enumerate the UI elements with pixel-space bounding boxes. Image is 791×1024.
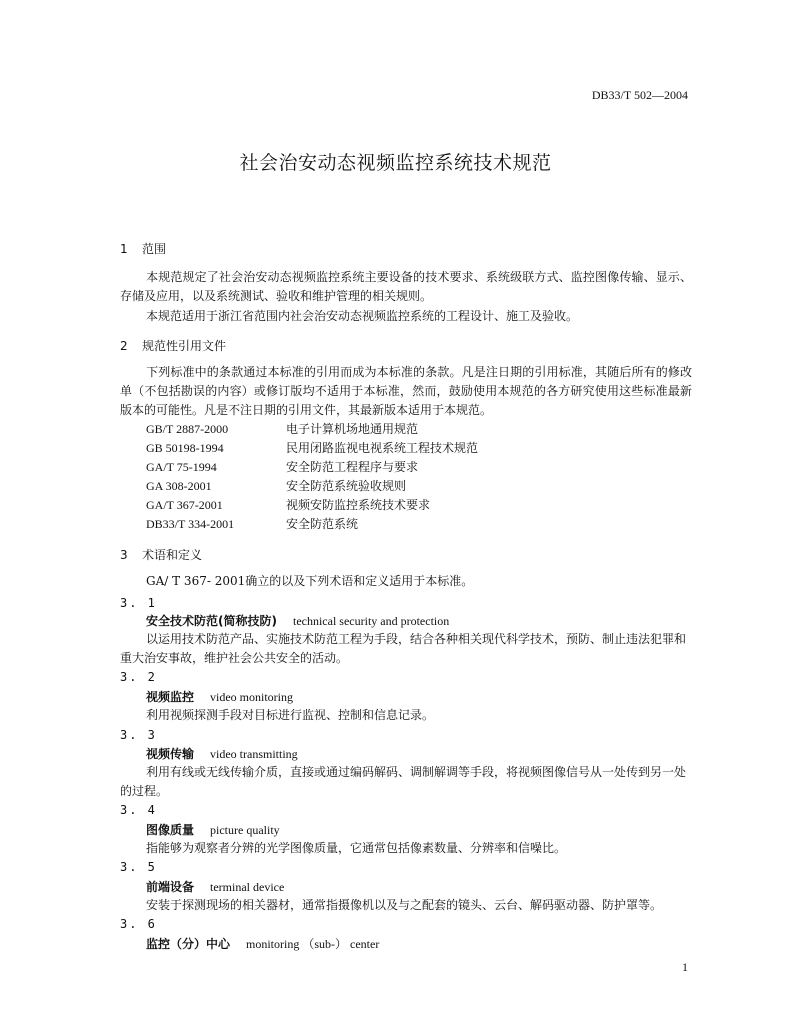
reference-row: [146, 458, 478, 477]
section-1-heading: [120, 240, 166, 257]
term-english: terminal device: [210, 880, 285, 894]
section-title: 术语和定义: [142, 548, 203, 562]
term-definition: 利用视频探测手段对目标进行监视、控制和信息记录。: [146, 708, 435, 722]
term-heading: [146, 688, 293, 705]
section-number: 3: [120, 548, 128, 562]
document-title: 社会治安动态视频监控系统技术规范: [239, 152, 552, 174]
section-1-paragraph-1: 本规范规定了社会治安动态视频监控系统主要设备的技术要求、系统级联方式、监控图像传输、显示、存储及应用，以及系统测试、验收和维护管理的相关规则。: [120, 270, 692, 303]
term-chinese: 图像质量: [146, 823, 195, 837]
term-heading: [146, 935, 379, 952]
reference-row: [146, 515, 478, 534]
reference-title: 安全防范系统: [286, 517, 359, 531]
term-english: video monitoring: [210, 690, 294, 704]
reference-title: 安全防范系统验收规则: [286, 479, 407, 493]
section-2-heading: [120, 337, 226, 354]
term-number: 3. 6: [120, 917, 157, 931]
reference-title: 民用闭路监视电视系统工程技术规范: [286, 441, 479, 455]
term-english: technical security and protection: [292, 614, 450, 628]
standard-code: DB33/T 502—2004: [591, 88, 688, 102]
reference-code: GA 308-2001: [146, 479, 212, 493]
reference-code: GB 50198-1994: [146, 441, 224, 455]
term-definition: 安装于探测现场的相关器材，通常指摄像机以及与之配套的镜头、云台、解码驱动器、防护罩等。: [146, 898, 663, 912]
term-english: monitoring （sub-） center: [246, 937, 380, 951]
reference-title: 电子计算机场地通用规范: [286, 422, 419, 436]
term-english: picture quality: [210, 823, 280, 837]
section-1-paragraph-2: 本规范适用于浙江省范围内社会治安动态视频监控系统的工程设计、施工及验收。: [146, 309, 579, 323]
reference-row: [146, 496, 478, 515]
reference-row: [146, 420, 478, 439]
section-number: 1: [120, 242, 128, 256]
term-chinese: 安全技术防范(简称技防): [146, 614, 277, 628]
section-number: 2: [120, 339, 128, 353]
reference-code: GA/T 75-1994: [146, 460, 217, 474]
term-chinese: 视频监控: [146, 690, 195, 704]
reference-title: 视频安防监控系统技术要求: [286, 498, 431, 512]
term-chinese: 监控（分）中心: [146, 937, 231, 951]
term-definition: 指能够为观察者分辨的光学图像质量，它通常包括像素数量、分辨率和信噪比。: [146, 841, 567, 855]
term-number: 3. 1: [120, 596, 157, 610]
reference-row: [146, 439, 478, 458]
reference-code: GA/T 367-2001: [146, 498, 223, 512]
term-heading: [146, 821, 280, 838]
section-2-intro: 下列标准中的条款通过本标准的引用而成为本标准的条款。凡是注日期的引用标准，其随后所有的修改单（不包括勘误的内容）或修订版均不适用于本标准，然而，鼓励使用本规范的各方研究使用这些标准最新版本的可能性。凡是不注日期的引用文件，其最新版本适用于本规范。: [120, 365, 692, 417]
term-heading: [146, 612, 449, 629]
term-number: 3. 5: [120, 860, 157, 874]
term-chinese: 视频传输: [146, 747, 195, 761]
reference-title: 安全防范工程程序与要求: [286, 460, 419, 474]
reference-code: DB33/T 334-2001: [146, 517, 235, 531]
term-heading: [146, 878, 284, 895]
term-english: video transmitting: [210, 747, 298, 761]
term-chinese: 前端设备: [146, 880, 195, 894]
reference-code: GB/T 2887-2000: [146, 422, 229, 436]
reference-list: [146, 420, 478, 534]
page-number: 1: [682, 960, 688, 974]
section-title: 规范性引用文件: [142, 339, 227, 353]
term-number: 3. 2: [120, 670, 157, 684]
term-heading: [146, 745, 298, 762]
section-title: 范围: [142, 242, 167, 256]
section-3-heading: [120, 546, 202, 563]
term-number: 3. 3: [120, 728, 157, 742]
reference-row: [146, 477, 478, 496]
term-number: 3. 4: [120, 803, 157, 817]
term-definition: 利用有线或无线传输介质，直接或通过编码解码、调制解调等手段，将视频图像信号从一处传到另一处的过程。: [120, 765, 687, 798]
term-definition: 以运用技术防范产品、实施技术防范工程为手段，结合各种相关现代科学技术，预防、制止违法犯罪和重大治安事故，维护社会公共安全的活动。: [120, 632, 687, 665]
section-3-intro: GA/ T 367- 2001确立的以及下列术语和定义适用于本标准。: [146, 574, 474, 588]
